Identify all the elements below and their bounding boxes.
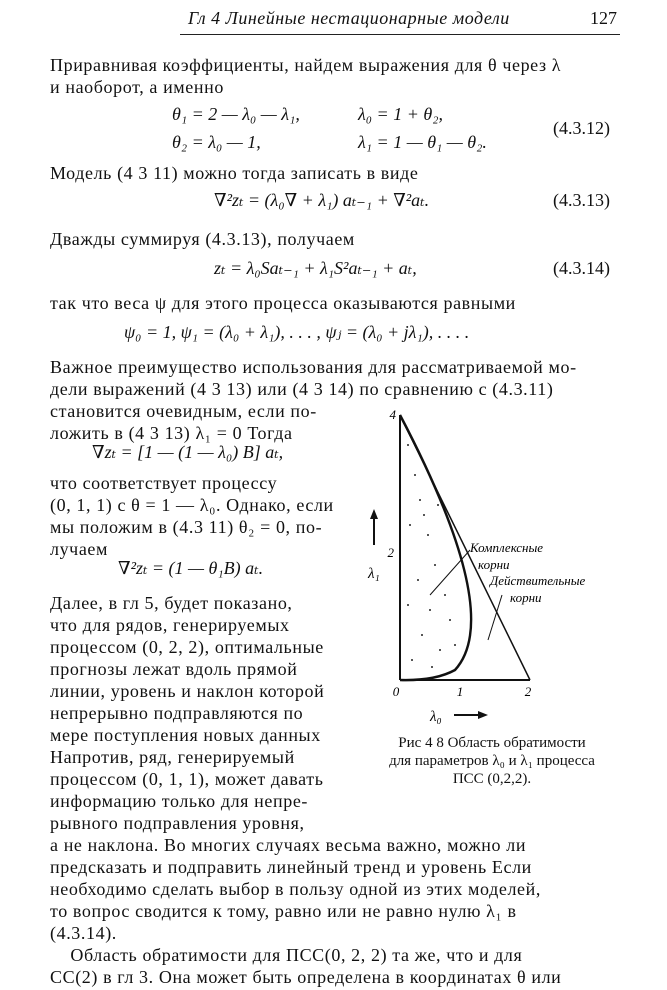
paragraph-line: Модель (4 3 11) можно тогда записать в виде [50,163,419,183]
paragraph-line: Область обратимости для ПСС(0, 2, 2) та же, что и для [50,945,523,965]
paragraph-line: процессом (0, 2, 2), оптимальные [50,637,324,657]
equation-second-difference: ∇²zₜ = (1 — θ₁B) aₜ. [118,558,264,578]
equation-first-difference: ∇zₜ = [1 — (1 — λ₀) B] aₜ, [92,442,284,462]
figure-caption-line: Рис 4 8 Область обратимости [398,735,586,751]
x-tick-label: 0 [392,684,400,699]
paragraph-line: Дважды суммируя (4.3.13), получаем [50,229,355,249]
paragraph-line: информацию только для непре- [50,791,308,811]
figure-caption-line: для параметров λ₀ и λ₁ процесса [389,753,595,769]
equation-4-3-13: ∇²zₜ = (λ₀∇ + λ₁) aₜ₋₁ + ∇²aₜ. [214,190,430,210]
paragraph-line: (0, 1, 1) с θ = 1 — λ₀. Однако, если [50,495,334,515]
x-axis-arrowhead [478,711,488,719]
paragraph-line: Важное преимущество использования для рассматриваемой мо- [50,357,577,377]
paragraph-line: Напротив, ряд, генерируемый [50,747,295,767]
y-axis-arrowhead [370,509,378,519]
paragraph-line: так что веса ψ для этого процесса оказываются равными [50,293,516,313]
equation-psi-weights: ψ₀ = 1, ψ₁ = (λ₀ + λ₁), . . . , ψⱼ = (λ₀ + jλ₁), . . . . [124,322,470,342]
paragraph-line: Далее, в гл 5, будет показано, [50,593,293,613]
paragraph-line: СС(2) в гл 3. Она может быть определена в координатах θ или [50,967,562,987]
paragraph-line: мере поступления новых данных [50,725,321,745]
paragraph-line: Приравнивая коэффициенты, найдем выражения для θ через λ [50,55,562,75]
equation-4-3-12-b: λ₀ = 1 + θ₂, [358,104,443,124]
paragraph-line: мы положим в (4.3 11) θ₂ = 0, по- [50,517,323,537]
paragraph-line: линии, уровень и наклон которой [50,681,325,701]
paragraph-line: и наоборот, а именно [50,77,224,97]
x-axis-label: λ₀ [430,709,442,725]
paragraph-line: (4.3.14). [50,923,117,943]
paragraph-line: процессом (0, 1, 1), может давать [50,769,324,789]
paragraph-line: предсказать и подправить линейный тренд и уровень Если [50,857,532,877]
invertibility-region-figure [360,405,630,735]
complex-roots-label: корни [478,557,510,572]
equation-4-3-12-c: θ₂ = λ₀ — 1, [172,132,261,152]
paragraph-line: необходимо сделать выбор в пользу одной из этих моделей, [50,879,541,899]
complex-roots-label: Комплексные [470,540,544,555]
running-head-title: Гл 4 Линейные нестационарные модели [188,8,510,28]
equation-number: (4.3.13) [553,190,610,210]
real-roots-label: Действительные [490,573,586,588]
paragraph-line: ложить в (4 3 13) λ₁ = 0 Тогда [50,423,293,443]
y-tick-label: 4 [389,407,396,422]
paragraph-line: то вопрос сводится к тому, равно или не равно нулю λ₁ в [50,901,517,921]
equation-number: (4.3.14) [553,258,610,278]
y-axis-label: λ₁ [368,566,380,582]
paragraph-line: что соответствует процессу [50,473,278,493]
paragraph-line: дели выражений (4 3 13) или (4 3 14) по сравнению с (4.3.11) [50,379,554,399]
real-roots-label: корни [510,590,542,605]
equation-4-3-14: zₜ = λ₀Saₜ₋₁ + λ₁S²aₜ₋₁ + aₜ, [214,258,417,278]
paragraph-line: лучаем [50,539,109,559]
paragraph-line: а не наклона. Во многих случаях весьма важно, можно ли [50,835,527,855]
paragraph-line: что для рядов, генерируемых [50,615,290,635]
paragraph-line: прогнозы лежат вдоль прямой [50,659,298,679]
equation-number: (4.3.12) [553,118,610,138]
y-tick-label: 2 [387,545,394,560]
paragraph-line: становится очевидным, если по- [50,401,317,421]
paragraph-line: непрерывно подправляются по [50,703,304,723]
equation-4-3-12-d: λ₁ = 1 — θ₁ — θ₂. [358,132,487,152]
x-tick-label: 2 [524,684,532,699]
complex-roots-boundary [400,415,471,680]
page-number: 127 [590,8,617,28]
equation-4-3-12-a: θ₁ = 2 — λ₀ — λ₁, [172,104,300,124]
x-tick-label: 1 [456,684,464,699]
paragraph-line: рывного подправления уровня, [50,813,305,833]
figure-caption-line: ПСС (0,2,2). [452,771,532,787]
